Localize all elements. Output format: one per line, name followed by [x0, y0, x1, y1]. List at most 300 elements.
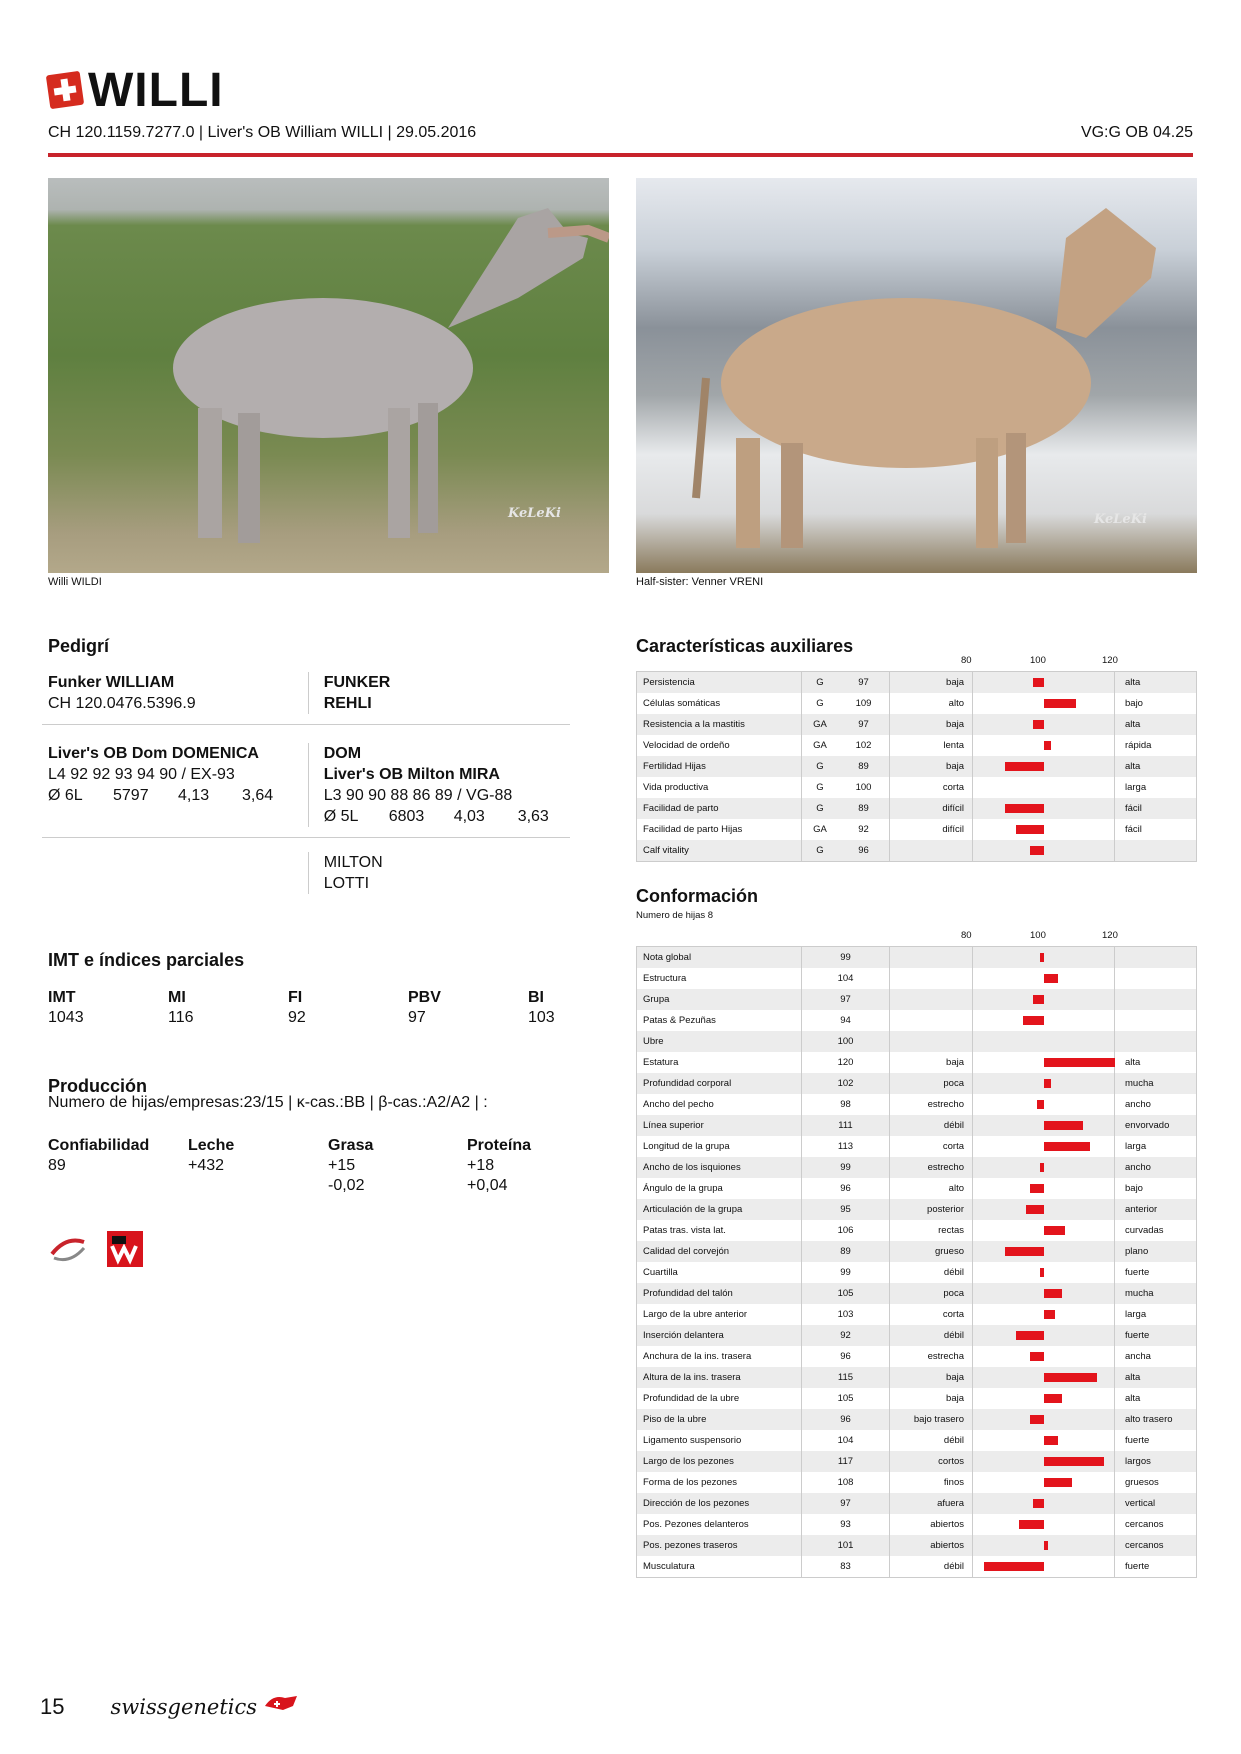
trait-high-label: fácil [1125, 803, 1142, 814]
bar-cell [973, 735, 1115, 756]
value-bar [1044, 1373, 1097, 1382]
trait-high-label: alta [1125, 1372, 1141, 1383]
table-row [637, 819, 1196, 840]
sire-dam: REHLI [323, 695, 372, 712]
trait-low-label: débil [890, 1556, 973, 1577]
bar-cell [973, 947, 1115, 968]
sire-sire: FUNKER [323, 674, 391, 691]
trait-name: Vida productiva [637, 777, 802, 798]
trait-name: Persistencia [637, 672, 802, 693]
sire-id: CH 120.0476.5396.9 [48, 695, 196, 712]
table-row [637, 1556, 1196, 1577]
trait-name: Largo de los pezones [637, 1451, 802, 1472]
trait-low-label: abiertos [890, 1514, 973, 1535]
trait-value: 104 [802, 968, 890, 989]
bar-cell [973, 1451, 1115, 1472]
trait-value: 99 [802, 1157, 890, 1178]
trait-low-label: bajo trasero [890, 1409, 973, 1430]
photo-venner-vreni [636, 178, 1197, 573]
trait-name: Nota global [637, 947, 802, 968]
trait-low-label: corta [890, 1136, 973, 1157]
production-subtitle: Numero de hijas/empresas:23/15 | κ-cas.:BB | β-cas.:A2/A2 | : [48, 1094, 488, 1111]
trait-value: 93 [802, 1514, 890, 1535]
value-bar [1044, 1121, 1083, 1130]
trait-low-label: difícil [890, 819, 973, 840]
trait-value: 105 [802, 1388, 890, 1409]
table-row [637, 777, 1196, 798]
reliability-code: G [816, 761, 824, 772]
trait-value: 102 [838, 735, 890, 756]
value-bar [1044, 1058, 1115, 1067]
bar-cell [973, 1514, 1115, 1535]
table-row [637, 1388, 1196, 1409]
auxiliary-heading: Características auxiliares [636, 636, 854, 656]
table-row [637, 756, 1196, 777]
trait-name: Musculatura [637, 1556, 802, 1577]
dam-dam-scores: L3 90 90 88 86 89 / VG-88 [323, 787, 513, 804]
table-row [637, 1094, 1196, 1115]
trait-low-label: alto [890, 1178, 973, 1199]
dam-production: Ø 6L 5797 4,13 3,64 [48, 787, 274, 804]
registration-info: CH 120.1159.7277.0 | Liver's OB William WILLI | 29.05.2016 [48, 124, 477, 141]
trait-value: 103 [802, 1304, 890, 1325]
trait-value: 94 [802, 1010, 890, 1031]
trait-low-label: débil [890, 1115, 973, 1136]
trait-value: 100 [802, 1031, 890, 1052]
trait-high-label: anterior [1125, 1204, 1158, 1215]
bar-cell [973, 840, 1115, 861]
trait-value: 97 [838, 714, 890, 735]
trait-name: Grupa [637, 989, 802, 1010]
table-row [637, 1535, 1196, 1556]
table-row [637, 840, 1196, 861]
watermark-right: KeLeKi [1094, 512, 1147, 527]
trait-low-label [890, 840, 973, 861]
trait-high-label: fuerte [1125, 1561, 1150, 1572]
bar-cell [973, 1136, 1115, 1157]
bar-cell [973, 693, 1115, 714]
index-imt: IMT 1043 [48, 989, 84, 1026]
trait-value: 113 [802, 1136, 890, 1157]
table-row [637, 1493, 1196, 1514]
trait-low-label: afuera [890, 1493, 973, 1514]
table-row [637, 1325, 1196, 1346]
value-bar [1033, 720, 1044, 729]
trait-low-label: baja [890, 672, 973, 693]
trait-value: 99 [802, 947, 890, 968]
table-row [637, 1241, 1196, 1262]
reliability-code: G [816, 845, 824, 856]
trait-low-label [890, 947, 973, 968]
ddd-sire: MILTON [323, 854, 383, 871]
trait-value: 92 [838, 819, 890, 840]
trait-low-label: posterior [890, 1199, 973, 1220]
page-number: 15 [40, 1694, 65, 1719]
trait-low-label: baja [890, 1388, 973, 1409]
trait-value: 97 [838, 672, 890, 693]
trait-high-label: plano [1125, 1246, 1149, 1257]
value-bar [1019, 1520, 1044, 1529]
brand-name: swissgenetics [110, 1695, 258, 1719]
value-bar [1016, 1331, 1044, 1340]
value-bar [1040, 953, 1044, 962]
value-bar [1030, 1184, 1044, 1193]
table-row [637, 714, 1196, 735]
bar-cell [973, 1409, 1115, 1430]
trait-low-label: finos [890, 1472, 973, 1493]
bar-cell [973, 714, 1115, 735]
trait-value: 108 [802, 1472, 890, 1493]
trait-high-label: vertical [1125, 1498, 1156, 1509]
trait-name: Articulación de la grupa [637, 1199, 802, 1220]
trait-name: Profundidad corporal [637, 1073, 802, 1094]
value-bar [1044, 1541, 1048, 1550]
trait-low-label: lenta [890, 735, 973, 756]
photo-caption-right: Half-sister: Venner VRENI [636, 576, 764, 588]
herdbook-logo-icon [106, 1230, 144, 1268]
trait-value: 92 [802, 1325, 890, 1346]
trait-low-label: corta [890, 1304, 973, 1325]
fat: Grasa +15 -0,02 [328, 1137, 374, 1194]
photo-caption-left: Willi WILDI [48, 576, 102, 588]
dam-name: Liver's OB Dom DOMENICA [48, 745, 259, 762]
trait-low-label: baja [890, 714, 973, 735]
trait-value: 89 [838, 756, 890, 777]
swissgenetics-logo-icon [263, 1692, 299, 1714]
value-bar [1005, 762, 1044, 771]
trait-name: Fertilidad Hijas [637, 756, 802, 777]
bar-cell [973, 1535, 1115, 1556]
trait-low-label: grueso [890, 1241, 973, 1262]
reliability-code: GA [813, 824, 827, 835]
title-row [48, 60, 224, 120]
trait-high-label: mucha [1125, 1288, 1154, 1299]
trait-high-label: alta [1125, 761, 1141, 772]
trait-value: 98 [802, 1094, 890, 1115]
milk: Leche +432 [188, 1137, 235, 1174]
trait-value: 95 [802, 1199, 890, 1220]
table-row [637, 1115, 1196, 1136]
conformation-table [636, 946, 1197, 1578]
trait-low-label [890, 1010, 973, 1031]
classification: VG:G OB 04.25 [1080, 124, 1193, 141]
bar-cell [973, 1199, 1115, 1220]
value-bar [1044, 1457, 1104, 1466]
trait-name: Calf vitality [637, 840, 802, 861]
trait-name: Facilidad de parto [637, 798, 802, 819]
trait-high-label: larga [1125, 1309, 1147, 1320]
bar-cell [973, 1241, 1115, 1262]
trait-value: 104 [802, 1430, 890, 1451]
table-row [637, 1346, 1196, 1367]
trait-high-label: alta [1125, 677, 1141, 688]
trait-value: 96 [802, 1346, 890, 1367]
bar-cell [973, 798, 1115, 819]
trait-value: 109 [838, 693, 890, 714]
trait-high-label: largos [1125, 1456, 1151, 1467]
trait-value: 89 [838, 798, 890, 819]
trait-high-label: fuerte [1125, 1330, 1150, 1341]
trait-high-label: curvadas [1125, 1225, 1164, 1236]
conf-tick-120: 120 [1102, 930, 1118, 941]
bar-cell [973, 1262, 1115, 1283]
trait-value: 101 [802, 1535, 890, 1556]
table-row [637, 1451, 1196, 1472]
trait-high-label: rápida [1125, 740, 1152, 751]
index-pbv: PBV 97 [408, 989, 441, 1026]
value-bar [1026, 1205, 1044, 1214]
trait-high-label: alta [1125, 719, 1141, 730]
table-row [637, 1031, 1196, 1052]
photo-willi-wildi [48, 178, 609, 573]
trait-name: Ancho del pecho [637, 1094, 802, 1115]
trait-value: 96 [802, 1178, 890, 1199]
bar-cell [973, 1031, 1115, 1052]
bar-cell [973, 1010, 1115, 1031]
watermark-left: KeLeKi [508, 506, 561, 521]
table-row [637, 989, 1196, 1010]
value-bar [1040, 1163, 1044, 1172]
table-row [637, 1073, 1196, 1094]
value-bar [1030, 846, 1044, 855]
trait-low-label: alto [890, 693, 973, 714]
trait-high-label: cercanos [1125, 1540, 1164, 1551]
value-bar [1044, 1142, 1090, 1151]
table-row [637, 1178, 1196, 1199]
value-bar [1037, 1100, 1044, 1109]
trait-name: Ancho de los isquiones [637, 1157, 802, 1178]
trait-low-label [890, 989, 973, 1010]
trait-high-label: bajo [1125, 698, 1143, 709]
value-bar [1044, 1310, 1055, 1319]
dam-scores: L4 92 92 93 94 90 / EX-93 [48, 766, 235, 783]
ddd-dam: LOTTI [323, 875, 370, 892]
trait-name: Altura de la ins. trasera [637, 1367, 802, 1388]
value-bar [984, 1562, 1044, 1571]
table-row [637, 798, 1196, 819]
aux-tick-100: 100 [1030, 655, 1046, 666]
protein: Proteína +18 +0,04 [467, 1137, 532, 1194]
table-row [637, 1262, 1196, 1283]
trait-name: Anchura de la ins. trasera [637, 1346, 802, 1367]
trait-name: Resistencia a la mastitis [637, 714, 802, 735]
value-bar [1030, 1415, 1044, 1424]
trait-name: Longitud de la grupa [637, 1136, 802, 1157]
aux-tick-120: 120 [1102, 655, 1118, 666]
trait-low-label: poca [890, 1283, 973, 1304]
trait-name: Ubre [637, 1031, 802, 1052]
value-bar [1023, 1016, 1044, 1025]
dam-dam: Liver's OB Milton MIRA [323, 766, 500, 783]
trait-name: Cuartilla [637, 1262, 802, 1283]
value-bar [1033, 1499, 1044, 1508]
trait-value: 99 [802, 1262, 890, 1283]
production-heading: Producción [48, 1076, 148, 1096]
table-row [637, 1136, 1196, 1157]
trait-high-label: fuerte [1125, 1267, 1150, 1278]
value-bar [1044, 741, 1051, 750]
table-row [637, 1157, 1196, 1178]
bar-cell [973, 1388, 1115, 1409]
aux-tick-80: 80 [961, 655, 972, 666]
table-row [637, 1367, 1196, 1388]
trait-low-label: estrecha [890, 1346, 973, 1367]
indices-row [48, 988, 608, 1028]
value-bar [1033, 995, 1044, 1004]
trait-high-label: bajo [1125, 1183, 1143, 1194]
conf-tick-100: 100 [1030, 930, 1046, 941]
trait-value: 111 [802, 1115, 890, 1136]
trait-name: Ángulo de la grupa [637, 1178, 802, 1199]
trait-name: Patas & Pezuñas [637, 1010, 802, 1031]
trait-name: Células somáticas [637, 693, 802, 714]
value-bar [1040, 1268, 1044, 1277]
reliability-code: G [816, 782, 824, 793]
bar-cell [973, 1178, 1115, 1199]
trait-high-label: fácil [1125, 824, 1142, 835]
trait-value: 83 [802, 1556, 890, 1577]
bar-cell [973, 1220, 1115, 1241]
bar-cell [973, 1094, 1115, 1115]
trait-high-label: larga [1125, 782, 1147, 793]
trait-low-label: débil [890, 1262, 973, 1283]
trait-value: 100 [838, 777, 890, 798]
trait-high-label: mucha [1125, 1078, 1154, 1089]
value-bar [1005, 804, 1044, 813]
bar-cell [973, 1304, 1115, 1325]
trait-name: Largo de la ubre anterior [637, 1304, 802, 1325]
logos [48, 1230, 144, 1268]
conf-tick-80: 80 [961, 930, 972, 941]
table-row [637, 1010, 1196, 1031]
daughters-count: Numero de hijas 8 [636, 910, 714, 921]
bar-cell [973, 1283, 1115, 1304]
footer [40, 1692, 299, 1720]
table-row [637, 1283, 1196, 1304]
bar-cell [973, 1115, 1115, 1136]
trait-high-label: larga [1125, 1141, 1147, 1152]
sire-name: Funker WILLIAM [48, 674, 175, 691]
bar-cell [973, 1073, 1115, 1094]
trait-low-label: corta [890, 777, 973, 798]
trait-low-label [890, 1031, 973, 1052]
reliability-code: GA [813, 719, 827, 730]
reliability-code: G [816, 698, 824, 709]
trait-low-label: baja [890, 756, 973, 777]
bar-cell [973, 777, 1115, 798]
conformation-heading: Conformación [636, 886, 759, 906]
trait-name: Piso de la ubre [637, 1409, 802, 1430]
trait-high-label: ancho [1125, 1162, 1151, 1173]
value-bar [1044, 699, 1076, 708]
trait-value: 115 [802, 1367, 890, 1388]
trait-name: Forma de los pezones [637, 1472, 802, 1493]
trait-name: Inserción delantera [637, 1325, 802, 1346]
dam-dam-production: Ø 5L 6803 4,03 3,63 [323, 808, 549, 825]
table-row [637, 947, 1196, 968]
table-row [637, 1220, 1196, 1241]
index-mi: MI 116 [168, 989, 194, 1026]
trait-high-label: alta [1125, 1393, 1141, 1404]
trait-value: 96 [802, 1409, 890, 1430]
pedigree-table [48, 672, 568, 894]
trait-high-label: ancha [1125, 1351, 1151, 1362]
header-divider [48, 153, 1193, 157]
bull-name: WILLI [88, 63, 224, 117]
value-bar [1030, 1352, 1044, 1361]
value-bar [1044, 974, 1058, 983]
table-row [637, 1514, 1196, 1535]
trait-high-label: envorvado [1125, 1120, 1170, 1131]
trait-high-label: fuerte [1125, 1435, 1150, 1446]
trait-high-label: ancho [1125, 1099, 1151, 1110]
bar-cell [973, 1367, 1115, 1388]
trait-value: 97 [802, 989, 890, 1010]
bar-cell [973, 672, 1115, 693]
production-row [48, 1136, 587, 1196]
trait-name: Estructura [637, 968, 802, 989]
value-bar [1044, 1478, 1072, 1487]
value-bar [1005, 1247, 1044, 1256]
table-row [637, 693, 1196, 714]
trait-low-label: débil [890, 1430, 973, 1451]
trait-value: 97 [802, 1493, 890, 1514]
trait-low-label: baja [890, 1052, 973, 1073]
bar-cell [973, 968, 1115, 989]
bar-cell [973, 1346, 1115, 1367]
trait-low-label: rectas [890, 1220, 973, 1241]
value-bar [1044, 1394, 1062, 1403]
trait-low-label: difícil [890, 798, 973, 819]
reliability-code: G [816, 803, 824, 814]
trait-value: 102 [802, 1073, 890, 1094]
trait-high-label: alto trasero [1125, 1414, 1173, 1425]
value-bar [1044, 1079, 1051, 1088]
table-row [637, 968, 1196, 989]
trait-name: Estatura [637, 1052, 802, 1073]
trait-name: Ligamento suspensorio [637, 1430, 802, 1451]
trait-low-label: poca [890, 1073, 973, 1094]
table-row [637, 1199, 1196, 1220]
bar-cell [973, 1157, 1115, 1178]
trait-value: 89 [802, 1241, 890, 1262]
trait-name: Profundidad de la ubre [637, 1388, 802, 1409]
trait-high-label: gruesos [1125, 1477, 1159, 1488]
id-line [48, 124, 1193, 142]
table-row [637, 735, 1196, 756]
pedigree-heading: Pedigrí [48, 636, 110, 656]
trait-value: 106 [802, 1220, 890, 1241]
trait-low-label: estrecho [890, 1094, 973, 1115]
trait-name: Patas tras. vista lat. [637, 1220, 802, 1241]
reliability-code: G [816, 677, 824, 688]
value-bar [1016, 825, 1044, 834]
table-row [637, 1472, 1196, 1493]
bar-cell [973, 1052, 1115, 1073]
trait-value: 96 [838, 840, 890, 861]
reliability-code: GA [813, 740, 827, 751]
trait-value: 105 [802, 1283, 890, 1304]
trait-name: Pos. pezones traseros [637, 1535, 802, 1556]
trait-name: Facilidad de parto Hijas [637, 819, 802, 840]
trait-value: 120 [802, 1052, 890, 1073]
index-bi: BI 103 [528, 989, 555, 1026]
trait-high-label: cercanos [1125, 1519, 1164, 1530]
swiss-flag-icon [46, 71, 84, 109]
bar-cell [973, 1493, 1115, 1514]
trait-low-label: baja [890, 1367, 973, 1388]
trait-low-label [890, 968, 973, 989]
